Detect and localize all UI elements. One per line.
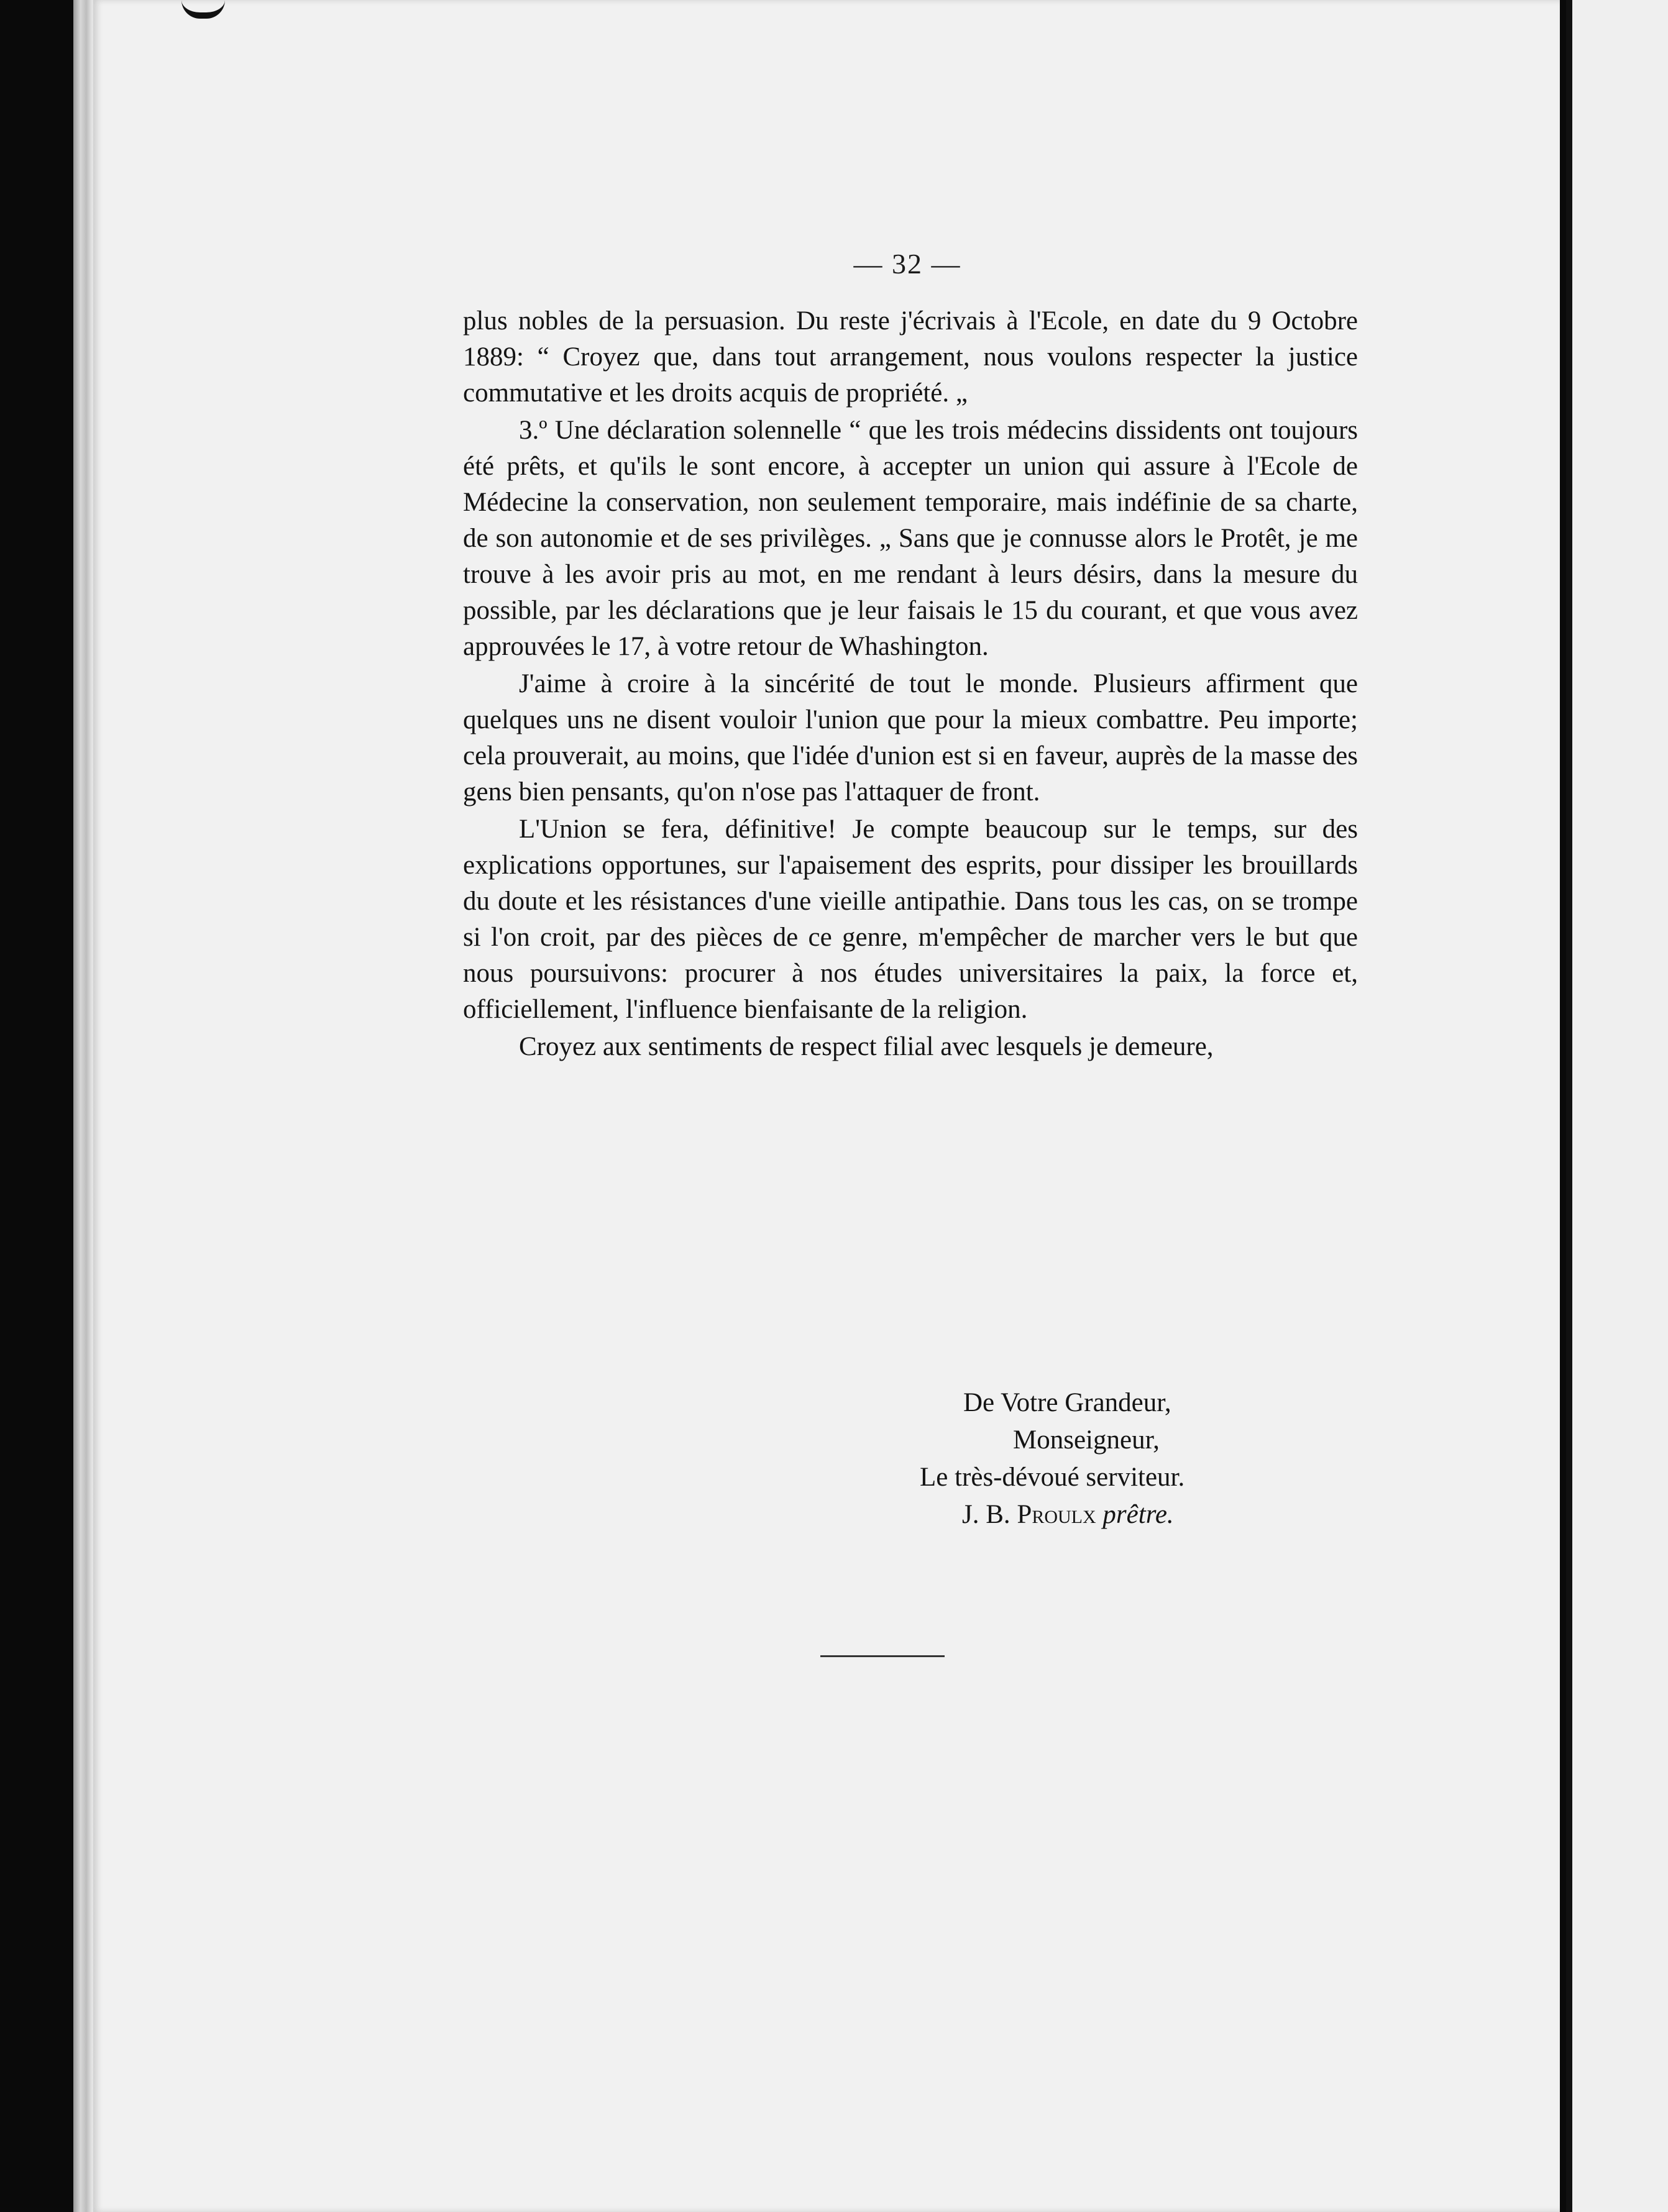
honorific-line: Monseigneur,: [1013, 1425, 1160, 1455]
page-number: — 32 —: [853, 248, 961, 280]
paragraph-4: L'Union se fera, définitive! Je compte beaucoup sur le temps, sur des explications opportunes, sur l'apaisement des esprits, pour dissiper les brouillards du doute et les résistances d'une vieille antipathie. Dans tous les cas, on se trompe si l'on croit, par des pièces de ce genre, m'empêcher de marcher vers le but que nous poursuivons: procurer à nos études universitaires la paix, la force et, officiellement, l'influence bienfaisante de la religion.: [463, 815, 1358, 1024]
paragraph-3: J'aime à croire à la sincérité de tout le monde. Plusieurs affirment que quelques uns ne disent vouloir l'union que pour la mieux combattre. Peu importe; cela prouverait, au moins, que l'idée d'union est si en faveur, auprès de la masse des gens bien pensants, qu'on n'ose pas l'attaquer de front.: [463, 669, 1358, 807]
signatory-line: [920, 1496, 1243, 1533]
signatory-title: prêtre.: [1102, 1500, 1174, 1529]
body-text: [463, 303, 1358, 1065]
paragraph-1: plus nobles de la persuasion. Du reste j'écrivais à l'Ecole, en date du 9 Octobre 1889: “ Croyez que, dans tout arrangement, nous voulons respecter la justice commutative et les droits acquis de propriété. „: [463, 306, 1358, 408]
salutation-line: De Votre Grandeur,: [963, 1388, 1171, 1417]
closing-line: Le très-dévoué serviteur.: [920, 1463, 1185, 1492]
page-gutter-line: [1566, 0, 1572, 2212]
closing-divider: [820, 1655, 945, 1657]
paragraph-2: 3.º Une déclaration solennelle “ que les trois médecins dissidents ont toujours été prêts, et qu'ils le sont encore, à accepter un union qui assure à l'Ecole de Médecine la conservation, non seulement temporaire, mais indéfinie de sa charte, de son autonomie et de ses privilèges. „ Sans que je connusse alors le Protêt, je me trouve à les avoir pris au mot, en me rendant à leurs désirs, dans la mesure du possible, par les déclarations que je leur faisais le 15 du courant, et que vous avez approuvées le 17, à votre retour de Whashington.: [463, 416, 1358, 661]
paragraph-5: Croyez aux sentiments de respect filial avec lesquels je demeure,: [519, 1032, 1214, 1061]
signatory-name: J. B. Proulx: [962, 1500, 1096, 1529]
signature-block: [920, 1384, 1243, 1533]
next-page-edge: [1566, 0, 1668, 2212]
